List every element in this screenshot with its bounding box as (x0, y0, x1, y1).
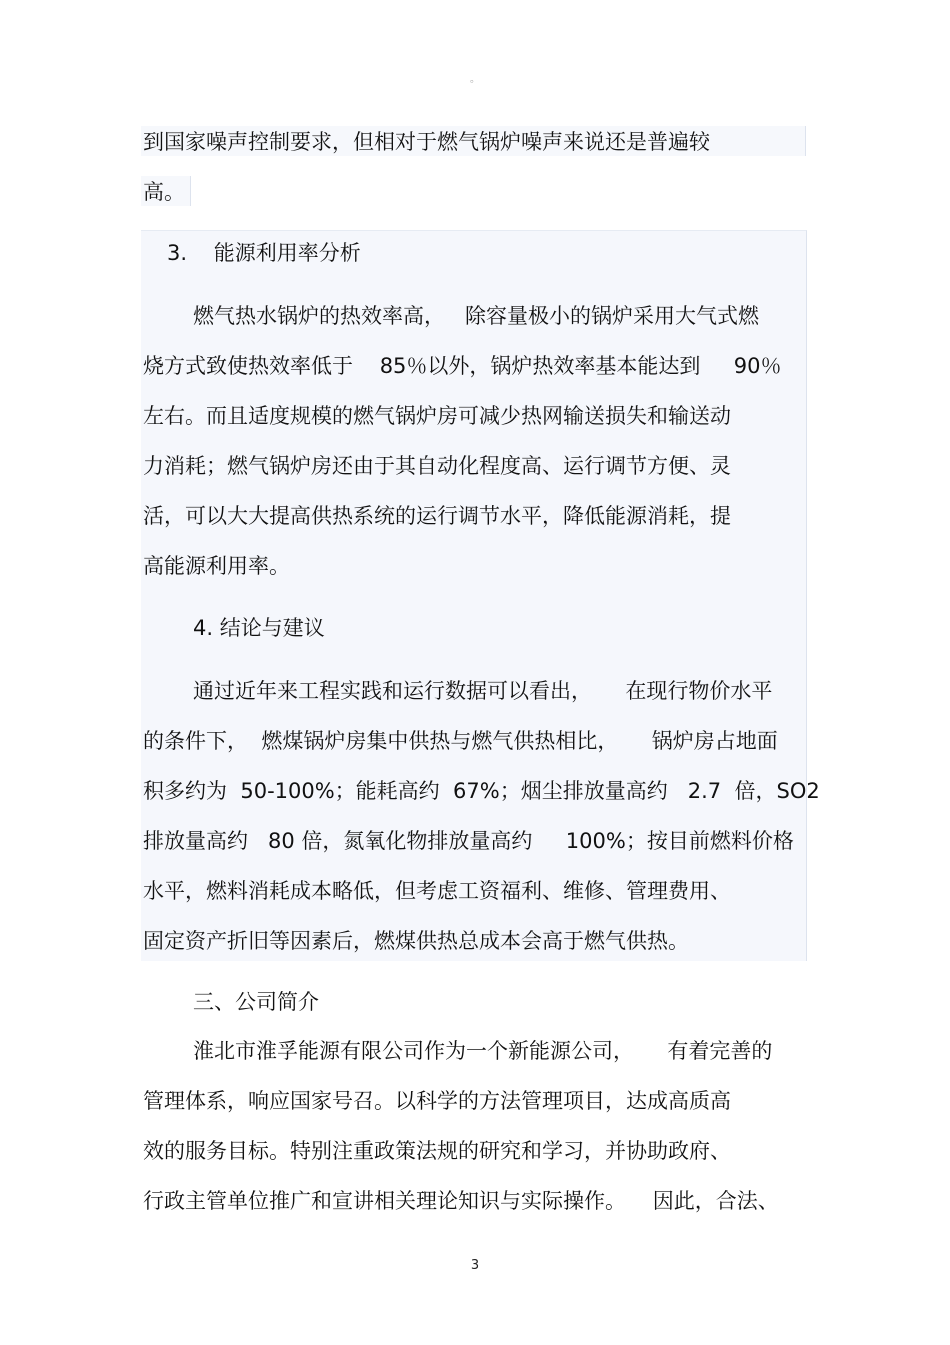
text-line: 左右。而且适度规模的燃气锅炉房可减少热网输送损失和输送动 (143, 404, 731, 428)
text-line: 积多约为 50-100%；能耗高约 67%；烟尘排放量高约 2.7 倍，SO2 (143, 779, 820, 803)
text-line: 效的服务目标。特别注重政策法规的研究和学习，并协助政府、 (143, 1139, 731, 1163)
text-line: 活，可以大大提高供热系统的运行调节水平，降低能源消耗，提 (143, 504, 731, 528)
text-line: 水平，燃料消耗成本略低，但考虑工资福利、维修、管理费用、 (143, 879, 731, 903)
section-heading: 4. 结论与建议 (193, 616, 325, 640)
text-line: 行政主管单位推广和宣讲相关理论知识与实际操作。 因此，合法、 (143, 1189, 779, 1213)
text-line: 的条件下， 燃煤锅炉房集中供热与燃气供热相比， 锅炉房占地面 (143, 729, 778, 753)
text-line: 高能源利用率。 (143, 554, 290, 578)
section-heading: 3. 能源利用率分析 (167, 241, 361, 265)
text-line: 排放量高约 80 倍，氮氧化物排放量高约 100%；按目前燃料价格 (143, 829, 794, 853)
page-number: 3 (470, 1258, 480, 1273)
section-heading: 三、公司简介 (193, 990, 319, 1014)
text-line: 燃气热水锅炉的热效率高， 除容量极小的锅炉采用大气式燃 (193, 304, 760, 328)
text-line: 高。 (143, 180, 185, 204)
text-line: 通过近年来工程实践和运行数据可以看出， 在现行物价水平 (193, 679, 773, 703)
text-line: 到国家噪声控制要求，但相对于燃气锅炉噪声来说还是普遍较 (143, 130, 710, 154)
text-line: 固定资产折旧等因素后，燃煤供热总成本会高于燃气供热。 (143, 929, 689, 953)
header-mark: 。 (470, 74, 480, 85)
text-line: 淮北市淮孚能源有限公司作为一个新能源公司， 有着完善的 (193, 1039, 773, 1063)
text-line: 管理体系，响应国家号召。以科学的方法管理项目，达成高质高 (143, 1089, 731, 1113)
text-line: 力消耗；燃气锅炉房还由于其自动化程度高、运行调节方便、灵 (143, 454, 731, 478)
text-line: 烧方式致使热效率低于 85％以外，锅炉热效率基本能达到 90％ (143, 354, 782, 378)
